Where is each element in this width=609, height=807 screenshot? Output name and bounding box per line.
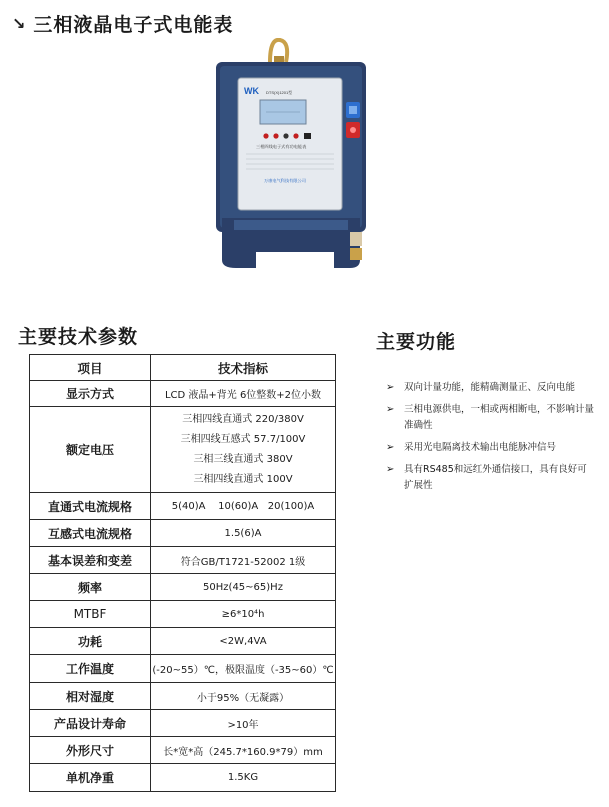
table-row xyxy=(30,764,336,792)
function-text: 采用光电隔离技术输出电能脉冲信号 xyxy=(404,442,557,453)
table-row xyxy=(30,493,336,520)
voltage-line: 三相三线直通式 380V xyxy=(193,453,293,465)
col-item-header: 项目 xyxy=(30,355,151,381)
table-row xyxy=(30,628,336,655)
table-row xyxy=(30,655,336,683)
table-row xyxy=(30,683,336,710)
meter-photo xyxy=(208,38,390,282)
row-label: 外形尺寸 xyxy=(30,737,151,764)
row-label: 产品设计寿命 xyxy=(30,710,151,737)
table-row xyxy=(30,574,336,601)
row-label: 单机净重 xyxy=(30,764,151,792)
row-value: 1.5(6)A xyxy=(151,520,336,547)
page-title: 三相液晶电子式电能表 xyxy=(33,14,234,36)
voltage-line: 三相四线直通式 100V xyxy=(193,473,293,485)
voltage-line: 三相四线互感式 57.7/100V xyxy=(180,433,306,445)
bullet-arrow-icon: ➢ xyxy=(386,404,395,415)
row-label: 额定电压 xyxy=(30,407,151,493)
bullet-arrow-icon: ➢ xyxy=(386,464,395,475)
row-value xyxy=(151,407,336,493)
table-row xyxy=(30,601,336,628)
voltage-line: 三相四线直通式 220/380V xyxy=(182,413,304,425)
function-text: 双向计量功能，能精确测量正、反向电能 xyxy=(404,382,576,393)
row-value: 符合GB/T1721-52002 1级 xyxy=(151,547,336,574)
functions-heading: 主要功能 xyxy=(376,331,457,353)
row-value: 长*宽*高（245.7*160.9*79）mm xyxy=(151,737,336,764)
row-value: <2W,4VA xyxy=(151,628,336,655)
meter-logo: WK xyxy=(244,86,259,96)
list-item xyxy=(386,440,596,456)
row-label: 直通式电流规格 xyxy=(30,493,151,520)
row-label: 基本误差和变差 xyxy=(30,547,151,574)
spec-table xyxy=(29,354,336,792)
row-value: LCD 液晶+背光 6位整数+2位小数 xyxy=(151,381,336,407)
table-header-row xyxy=(30,355,336,381)
list-item xyxy=(386,380,596,396)
list-item xyxy=(386,402,596,434)
table-row xyxy=(30,381,336,407)
bullet-arrow-icon: ➢ xyxy=(386,442,395,453)
function-text: 具有RS485和远红外通信接口，具有良好可扩展性 xyxy=(404,464,587,491)
row-label: 频率 xyxy=(30,574,151,601)
row-value: 5(40)A 10(60)A 20(100)A xyxy=(151,493,336,520)
table-row xyxy=(30,737,336,764)
meter-nameplate-title: 三相四线电子式有功电能表 xyxy=(256,144,307,149)
col-spec-header: 技术指标 xyxy=(151,355,336,381)
table-row xyxy=(30,547,336,574)
row-label: 互感式电流规格 xyxy=(30,520,151,547)
meter-model: DTS(X)1201型 xyxy=(266,90,293,95)
row-label: 相对湿度 xyxy=(30,683,151,710)
functions-list xyxy=(386,380,596,500)
row-label: 功耗 xyxy=(30,628,151,655)
arrow-icon: ↘ xyxy=(12,13,26,33)
meter-maker: 万康电气科技有限公司 xyxy=(264,178,306,183)
table-row xyxy=(30,710,336,737)
function-text: 三相电源供电，一相或两相断电，不影响计量准确性 xyxy=(404,404,595,431)
row-label: 工作温度 xyxy=(30,655,151,683)
row-label: MTBF xyxy=(30,601,151,628)
row-value: ≥6*10⁴h xyxy=(151,601,336,628)
params-heading: 主要技术参数 xyxy=(18,326,139,348)
row-value: 小于95%（无凝露） xyxy=(151,683,336,710)
row-value: 50Hz(45~65)Hz xyxy=(151,574,336,601)
page-title-row xyxy=(12,10,233,37)
row-label: 显示方式 xyxy=(30,381,151,407)
table-row xyxy=(30,520,336,547)
table-row xyxy=(30,407,336,493)
row-value: (-20~55）℃，极限温度（-35~60）℃ xyxy=(151,655,336,683)
row-value: >10年 xyxy=(151,710,336,737)
list-item xyxy=(386,462,596,494)
row-value: 1.5KG xyxy=(151,764,336,792)
bullet-arrow-icon: ➢ xyxy=(386,382,395,393)
